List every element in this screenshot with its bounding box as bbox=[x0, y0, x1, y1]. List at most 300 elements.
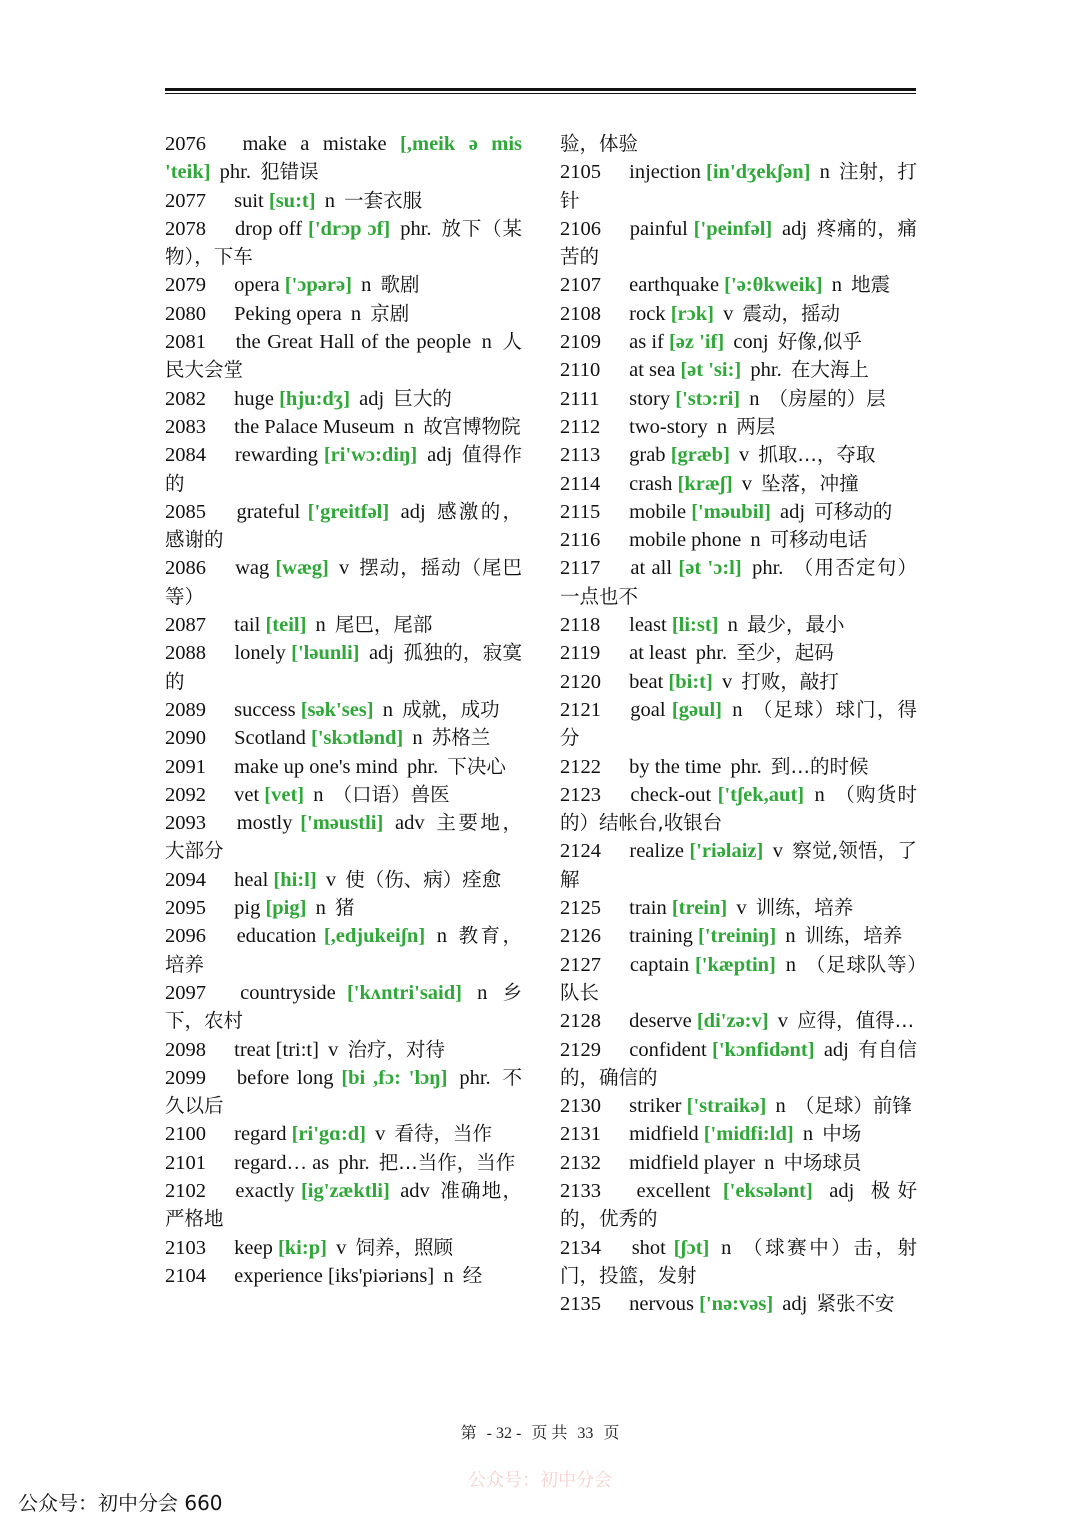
entry-word: painful bbox=[629, 217, 688, 240]
entry-definition: 孤独的，寂寞的 bbox=[165, 641, 523, 693]
entry-number: 2079 bbox=[165, 274, 206, 297]
entry-number: 2120 bbox=[560, 670, 601, 693]
entry-number: 2087 bbox=[165, 614, 206, 637]
entry-definition: 把…当作，当作 bbox=[378, 1150, 516, 1174]
entry-part-of-speech: adj bbox=[400, 500, 426, 523]
vocab-entry bbox=[560, 1234, 917, 1291]
entry-definition: 犯错误 bbox=[260, 160, 319, 184]
entry-phonetic: ['kɔnfidənt] bbox=[712, 1038, 815, 1061]
entry-number: 2114 bbox=[560, 472, 601, 495]
vocab-entry bbox=[560, 922, 917, 950]
entry-part-of-speech: n bbox=[481, 331, 492, 354]
entry-word: confident bbox=[629, 1038, 707, 1061]
entry-word: least bbox=[629, 614, 667, 637]
vocab-entry bbox=[165, 498, 522, 555]
left-column bbox=[165, 130, 522, 1290]
entry-definition: （足球）球门，得分 bbox=[560, 697, 918, 750]
entry-part-of-speech: adv bbox=[395, 812, 425, 835]
entry-word: success bbox=[234, 698, 296, 721]
page-footer bbox=[0, 1420, 1080, 1443]
entry-number: 2102 bbox=[165, 1179, 206, 1202]
entry-phonetic: ['riəlaiz] bbox=[689, 840, 764, 863]
entry-word: realize bbox=[629, 840, 684, 863]
entry-word: Scotland bbox=[234, 727, 306, 750]
entry-part-of-speech: n bbox=[764, 1151, 775, 1174]
entry-part-of-speech: v bbox=[375, 1123, 386, 1146]
vocab-entry bbox=[165, 724, 522, 752]
entry-number: 2108 bbox=[560, 302, 601, 325]
entry-number: 2097 bbox=[165, 981, 206, 1004]
entry-definition: 人民大会堂 bbox=[165, 330, 522, 382]
entry-phonetic: [pig] bbox=[265, 897, 307, 920]
vocab-entry bbox=[560, 300, 917, 328]
entry-part-of-speech: n bbox=[750, 529, 761, 552]
entry-number: 2128 bbox=[560, 1010, 601, 1033]
entry-word: exactly bbox=[235, 1179, 295, 1202]
entry-part-of-speech: phr. bbox=[730, 755, 762, 778]
entry-definition: 在大海上 bbox=[790, 358, 869, 382]
vocab-entry bbox=[560, 837, 917, 894]
vocab-entry bbox=[560, 668, 917, 696]
entry-part-of-speech: v bbox=[741, 472, 753, 495]
footer-page: - 32 - bbox=[486, 1425, 522, 1442]
entry-part-of-speech: phr. bbox=[459, 1066, 491, 1089]
entry-word: grab bbox=[629, 444, 666, 467]
entry-part-of-speech: n bbox=[831, 274, 842, 297]
entry-word: story bbox=[629, 387, 671, 410]
entry-number: 2096 bbox=[165, 925, 206, 948]
entry-number: 2118 bbox=[560, 614, 601, 637]
entry-definition: （足球队等）队长 bbox=[560, 952, 917, 1004]
entry-word: grateful bbox=[236, 500, 301, 523]
entry-word: before long bbox=[236, 1066, 334, 1089]
entry-word: check-out bbox=[630, 783, 712, 806]
entry-phonetic: [ət 'ɔ:l] bbox=[678, 557, 742, 580]
entry-word: midfield bbox=[629, 1123, 699, 1146]
vocab-entry bbox=[165, 1064, 522, 1121]
entry-definition: 震动，摇动 bbox=[742, 301, 840, 325]
entry-number: 2125 bbox=[560, 897, 601, 920]
entry-part-of-speech: n bbox=[785, 953, 797, 976]
vocab-entry bbox=[165, 1036, 522, 1064]
entry-phonetic: ['drɔp ɔf] bbox=[308, 217, 391, 240]
entry-word: the Great Hall of the people bbox=[235, 331, 472, 354]
entry-part-of-speech: phr. bbox=[338, 1151, 370, 1174]
entry-number: 2098 bbox=[165, 1038, 206, 1061]
entry-phonetic: ['treiniŋ] bbox=[698, 925, 777, 948]
vocab-entry bbox=[165, 781, 522, 809]
entry-definition: 一套衣服 bbox=[344, 188, 423, 212]
entry-number: 2081 bbox=[165, 331, 206, 354]
entry-phonetic: [bi:t] bbox=[668, 670, 713, 693]
entry-phonetic: ['məubil] bbox=[691, 500, 771, 523]
header-rule-thin bbox=[165, 93, 916, 94]
entry-part-of-speech: n bbox=[361, 274, 372, 297]
entry-definition: 主要地，大部分 bbox=[165, 811, 522, 863]
entry-number: 2122 bbox=[560, 755, 601, 778]
entry-part-of-speech: v bbox=[723, 302, 734, 325]
vocab-entry bbox=[165, 441, 522, 498]
entry-phonetic: ['midfi:ld] bbox=[703, 1123, 794, 1146]
entry-number: 2134 bbox=[560, 1236, 601, 1259]
entry-definition: 治疗，对待 bbox=[347, 1037, 445, 1061]
entry-phonetic: [rɔk] bbox=[670, 302, 714, 325]
vocab-entry bbox=[165, 611, 522, 639]
vocab-entry bbox=[165, 215, 522, 272]
entry-phonetic: ['kæptin] bbox=[694, 953, 776, 976]
entry-phonetic: [ig'zæktli] bbox=[300, 1179, 390, 1202]
vocab-entry bbox=[560, 753, 917, 781]
entry-word: tail bbox=[234, 614, 261, 637]
entry-phonetic: ['nə:vəs] bbox=[699, 1293, 774, 1316]
entry-number: 2092 bbox=[165, 783, 206, 806]
entry-word: two-story bbox=[629, 415, 708, 438]
entry-part-of-speech: n bbox=[313, 783, 324, 806]
entry-word: goal bbox=[630, 698, 666, 721]
vocab-entry bbox=[560, 781, 917, 838]
entry-number: 2080 bbox=[165, 302, 206, 325]
entry-part-of-speech: adj bbox=[782, 1293, 808, 1316]
entry-word: deserve bbox=[629, 1010, 692, 1033]
entry-word: opera bbox=[234, 274, 280, 297]
entry-part-of-speech: phr. bbox=[750, 359, 782, 382]
entry-number: 2113 bbox=[560, 444, 601, 467]
entry-word: keep bbox=[234, 1236, 273, 1259]
entry-word: make up one's mind bbox=[234, 755, 398, 778]
entry-phonetic: [di'zə:v] bbox=[696, 1010, 769, 1033]
entry-number: 2091 bbox=[165, 755, 206, 778]
entry-word: huge bbox=[234, 387, 274, 410]
entry-part-of-speech: v bbox=[328, 1038, 339, 1061]
vocab-entry bbox=[165, 1149, 522, 1177]
entry-number: 2088 bbox=[165, 642, 206, 665]
watermark: 公众号：初中分会 bbox=[468, 1470, 612, 1491]
vocab-entry bbox=[165, 130, 522, 187]
vocab-entry bbox=[560, 696, 917, 753]
entry-definition: （购货时的）结帐台,收银台 bbox=[560, 782, 918, 835]
entry-phonetic: [sək'ses] bbox=[300, 698, 374, 721]
entry-number: 2126 bbox=[560, 925, 601, 948]
entry-phonetic: [wæg] bbox=[275, 557, 329, 580]
vocab-entry bbox=[560, 356, 917, 384]
entry-number: 2123 bbox=[560, 783, 601, 806]
entry-part-of-speech: n bbox=[727, 614, 738, 637]
entry-word: mostly bbox=[236, 812, 293, 835]
entry-number: 2104 bbox=[165, 1264, 206, 1287]
entry-phonetic: ['ə:θkweik] bbox=[724, 274, 823, 297]
vocab-entry bbox=[165, 300, 522, 328]
entry-definition: 故宫博物院 bbox=[423, 414, 521, 438]
vocab-entry bbox=[560, 1149, 917, 1177]
entry-number: 2077 bbox=[165, 189, 206, 212]
entry-word: by the time bbox=[629, 755, 722, 778]
vocab-entry bbox=[165, 271, 522, 299]
footer-suffix: 页 bbox=[603, 1425, 620, 1442]
entry-word: education bbox=[236, 925, 317, 948]
entry-phonetic: [gəul] bbox=[671, 698, 722, 721]
entry-word: captain bbox=[629, 953, 690, 976]
entry-number: 2090 bbox=[165, 727, 206, 750]
entry-definition: 应得，值得… bbox=[797, 1009, 915, 1033]
entry-definition: 放下（某物），下车 bbox=[165, 216, 523, 269]
entry-number: 2089 bbox=[165, 698, 206, 721]
entry-number: 2130 bbox=[560, 1095, 601, 1118]
entry-word: injection bbox=[629, 161, 701, 184]
entry-word: Peking opera bbox=[234, 302, 342, 325]
entry-definition: 疼痛的，痛苦的 bbox=[560, 216, 918, 269]
entry-number: 2117 bbox=[560, 557, 601, 580]
entry-word: excellent bbox=[636, 1179, 711, 1202]
footer-middle: 页 共 bbox=[531, 1425, 568, 1442]
entry-number: 2106 bbox=[560, 217, 601, 240]
entry-definition: 训练，培养 bbox=[755, 896, 854, 920]
entry-part-of-speech: n bbox=[412, 727, 423, 750]
entry-definition: 坠落，冲撞 bbox=[761, 471, 859, 495]
entry-part-of-speech: n bbox=[324, 189, 335, 212]
entry-word: experience [iks'piəriəns] bbox=[234, 1264, 435, 1287]
entry-number: 2083 bbox=[165, 415, 206, 438]
entry-number: 2115 bbox=[560, 500, 601, 523]
entry-definition: 地震 bbox=[851, 273, 891, 297]
entry-word: earthquake bbox=[629, 274, 720, 297]
entry-phonetic: ['skɔtlənd] bbox=[311, 727, 404, 750]
entry-phonetic: [su:t] bbox=[268, 189, 316, 212]
entry-definition: （球赛中）击，射门，投篮，发射 bbox=[560, 1235, 918, 1287]
entry-phonetic: [ki:p] bbox=[277, 1236, 327, 1259]
vocab-entry bbox=[560, 215, 917, 272]
entry-number: 2135 bbox=[560, 1293, 601, 1316]
entry-number: 2129 bbox=[560, 1038, 601, 1061]
entry-word: mobile bbox=[629, 500, 687, 523]
entry-number: 2131 bbox=[560, 1123, 601, 1146]
entry-number: 2101 bbox=[165, 1151, 206, 1174]
entry-word: at sea bbox=[629, 359, 676, 382]
entry-part-of-speech: n bbox=[350, 302, 362, 325]
entry-definition: 巨大的 bbox=[393, 386, 452, 410]
entry-part-of-speech: phr. bbox=[406, 755, 439, 778]
entry-definition: 教育，培养 bbox=[165, 924, 522, 976]
entry-definition: 看待，当作 bbox=[394, 1122, 493, 1146]
entry-part-of-speech: adj bbox=[427, 444, 453, 467]
entry-definition: 察觉,领悟，了解 bbox=[560, 839, 918, 891]
entry-part-of-speech: adj bbox=[359, 387, 385, 410]
entry-phonetic: [ri'gɑ:d] bbox=[291, 1123, 367, 1146]
entry-word: midfield player bbox=[629, 1151, 755, 1174]
vocab-entry bbox=[560, 1007, 917, 1035]
entry-number: 2109 bbox=[560, 331, 601, 354]
entry-word: train bbox=[629, 897, 667, 920]
entry-part-of-speech: adj bbox=[829, 1179, 855, 1202]
entry-word: the Palace Museum bbox=[234, 415, 395, 438]
vocab-entry bbox=[560, 271, 917, 299]
entry-phonetic: ['ɔpərə] bbox=[284, 274, 352, 297]
entry-part-of-speech: n bbox=[814, 783, 825, 806]
entry-number: 2078 bbox=[165, 217, 206, 240]
entry-definition: 可移动电话 bbox=[769, 528, 868, 552]
vocab-entry bbox=[560, 1120, 917, 1148]
entry-phonetic: [,edjukeiʃn] bbox=[323, 925, 426, 948]
entry-part-of-speech: n bbox=[403, 415, 415, 438]
entry-phonetic: ['straikə] bbox=[686, 1095, 767, 1118]
entry-part-of-speech: n bbox=[382, 698, 393, 721]
vocab-entry bbox=[165, 1234, 522, 1262]
entry-number: 2105 bbox=[560, 161, 601, 184]
entry-definition: 打败，敲打 bbox=[741, 669, 839, 693]
entry-phonetic: ['kʌntri'said] bbox=[346, 981, 462, 1004]
entry-definition: 好像,似乎 bbox=[777, 330, 862, 354]
vocab-entry bbox=[560, 1036, 917, 1093]
entry-definition: 成就，成功 bbox=[402, 697, 500, 721]
vocab-entry bbox=[165, 554, 522, 611]
entry-phonetic: [in'dʒekʃən] bbox=[706, 161, 811, 184]
entry-number: 2093 bbox=[165, 812, 206, 835]
entry-definition: 摆动，摇动（尾巴等） bbox=[165, 556, 523, 608]
vocab-entry bbox=[165, 809, 522, 866]
entry-number: 2111 bbox=[560, 387, 600, 410]
entry-part-of-speech: n bbox=[749, 387, 760, 410]
entry-part-of-speech: conj bbox=[733, 331, 769, 354]
entry-number: 2121 bbox=[560, 698, 601, 721]
entry-definition: 饲养，照顾 bbox=[355, 1235, 453, 1259]
entry-word: regard bbox=[234, 1123, 287, 1146]
entry-definition: 准确地，严格地 bbox=[165, 1178, 522, 1231]
vocab-entry bbox=[560, 328, 917, 356]
entry-phonetic: [hju:dʒ] bbox=[279, 387, 351, 410]
entry-part-of-speech: n bbox=[802, 1123, 814, 1146]
entry-word: at all bbox=[630, 557, 673, 580]
entry-phonetic: [vet] bbox=[264, 783, 305, 806]
entry-definition: 使（伤、病）痊愈 bbox=[345, 867, 502, 891]
entry-word: make a mistake bbox=[242, 133, 387, 155]
vocab-entry bbox=[560, 441, 917, 469]
entry-phonetic: ['eksələnt] bbox=[722, 1179, 813, 1202]
entry-definition: 抓取…，夺取 bbox=[758, 443, 876, 467]
entry-word: shot bbox=[631, 1236, 666, 1259]
entry-number: 2107 bbox=[560, 274, 601, 297]
entry-phonetic: [əz 'if] bbox=[668, 331, 725, 354]
vocab-entry bbox=[560, 526, 917, 554]
vocab-entry bbox=[560, 554, 917, 611]
vocab-entry bbox=[165, 187, 522, 215]
footer-prefix: 第 bbox=[460, 1425, 477, 1442]
entry-number: 2100 bbox=[165, 1123, 206, 1146]
entry-number: 2085 bbox=[165, 500, 206, 523]
entry-definition: 有自信的，确信的 bbox=[560, 1037, 917, 1089]
entry-phonetic: ['stɔ:ri] bbox=[675, 387, 741, 410]
vocab-entry bbox=[165, 753, 522, 781]
vocab-entry bbox=[560, 1290, 917, 1318]
entry-part-of-speech: adj bbox=[780, 500, 806, 523]
entry-definition: 到…的时候 bbox=[770, 754, 869, 778]
entry-part-of-speech: adv bbox=[400, 1179, 430, 1202]
entry-definition: 歌剧 bbox=[380, 273, 420, 297]
vocab-entry bbox=[560, 951, 917, 1008]
vocab-entry bbox=[560, 611, 917, 639]
entry-part-of-speech: n bbox=[819, 161, 830, 184]
entry-part-of-speech: phr. bbox=[695, 642, 728, 665]
vocab-entry bbox=[560, 470, 917, 498]
entry-part-of-speech: phr. bbox=[400, 217, 432, 240]
entry-part-of-speech: adj bbox=[782, 217, 808, 240]
vocab-entry bbox=[165, 696, 522, 724]
entry-part-of-speech: n bbox=[315, 897, 326, 920]
entry-word: drop off bbox=[234, 217, 303, 240]
entry-word: at least bbox=[629, 642, 687, 665]
entry-number: 2095 bbox=[165, 897, 206, 920]
entry-part-of-speech: n bbox=[785, 925, 796, 948]
entry-phonetic: [teil] bbox=[265, 614, 307, 637]
entry-definition: 中场 bbox=[822, 1122, 862, 1146]
entry-definition: 极好的，优秀的 bbox=[560, 1178, 918, 1231]
entry-word: heal bbox=[234, 868, 269, 891]
entry-word: countryside bbox=[240, 981, 336, 1004]
entry-part-of-speech: v bbox=[772, 840, 783, 863]
entry-part-of-speech: v bbox=[336, 1236, 347, 1259]
footer-total: 33 bbox=[577, 1425, 594, 1442]
entry-phonetic: [,meik ə mis 'teik] bbox=[165, 133, 523, 184]
entry-word: crash bbox=[629, 472, 673, 495]
entry-definition: （房屋的）层 bbox=[768, 386, 886, 410]
vocab-entry bbox=[560, 130, 917, 158]
entry-part-of-speech: v bbox=[325, 868, 337, 891]
entry-number: 2082 bbox=[165, 387, 206, 410]
entry-definition: 感激的，感谢的 bbox=[165, 499, 523, 552]
vocab-entry bbox=[560, 413, 917, 441]
vocab-entry bbox=[165, 385, 522, 413]
vocab-entry bbox=[560, 639, 917, 667]
entry-phonetic: [kræʃ] bbox=[677, 472, 733, 495]
entry-part-of-speech: v bbox=[736, 897, 747, 920]
vocab-entry bbox=[560, 1092, 917, 1120]
entry-number: 2103 bbox=[165, 1236, 206, 1259]
entry-part-of-speech: phr. bbox=[219, 161, 251, 184]
entry-part-of-speech: v bbox=[721, 670, 733, 693]
vocab-entry bbox=[165, 639, 522, 696]
entry-number: 2119 bbox=[560, 642, 601, 665]
vocab-entry bbox=[165, 413, 522, 441]
vocab-entry bbox=[560, 498, 917, 526]
entry-definition: 乡下，农村 bbox=[165, 980, 523, 1033]
entry-definition: 京剧 bbox=[370, 301, 410, 325]
vocab-entry bbox=[165, 1262, 522, 1290]
entry-part-of-speech: n bbox=[477, 981, 488, 1004]
entry-definition: 尾巴，尾部 bbox=[334, 613, 433, 637]
entry-definition: 经 bbox=[462, 1263, 483, 1287]
vocab-entry bbox=[165, 894, 522, 922]
entry-part-of-speech: n bbox=[436, 925, 447, 948]
entry-phonetic: ['ləunli] bbox=[291, 642, 360, 665]
entry-word: training bbox=[629, 925, 693, 948]
entry-word: rock bbox=[629, 302, 666, 325]
vocab-entry bbox=[165, 1120, 522, 1148]
entry-definition: （足球）前锋 bbox=[794, 1094, 912, 1118]
entry-phonetic: [bi ,fɔ: 'lɔŋ] bbox=[341, 1066, 448, 1089]
entry-definition: （口语）兽医 bbox=[332, 782, 450, 806]
entry-definition: 值得作的 bbox=[165, 443, 523, 495]
entry-number: 2099 bbox=[165, 1066, 206, 1089]
entry-part-of-speech: v bbox=[777, 1010, 788, 1033]
entry-word: vet bbox=[234, 783, 260, 806]
entry-part-of-speech: phr. bbox=[752, 557, 784, 580]
vocab-entry bbox=[560, 894, 917, 922]
vocab-entry bbox=[165, 979, 522, 1036]
right-column bbox=[560, 130, 917, 1318]
entry-definition: 最少，最小 bbox=[747, 613, 845, 637]
entry-phonetic: [græb] bbox=[670, 444, 730, 467]
entry-number: 2124 bbox=[560, 840, 601, 863]
vocab-entry bbox=[165, 328, 522, 385]
entry-phonetic: [hi:l] bbox=[273, 868, 317, 891]
